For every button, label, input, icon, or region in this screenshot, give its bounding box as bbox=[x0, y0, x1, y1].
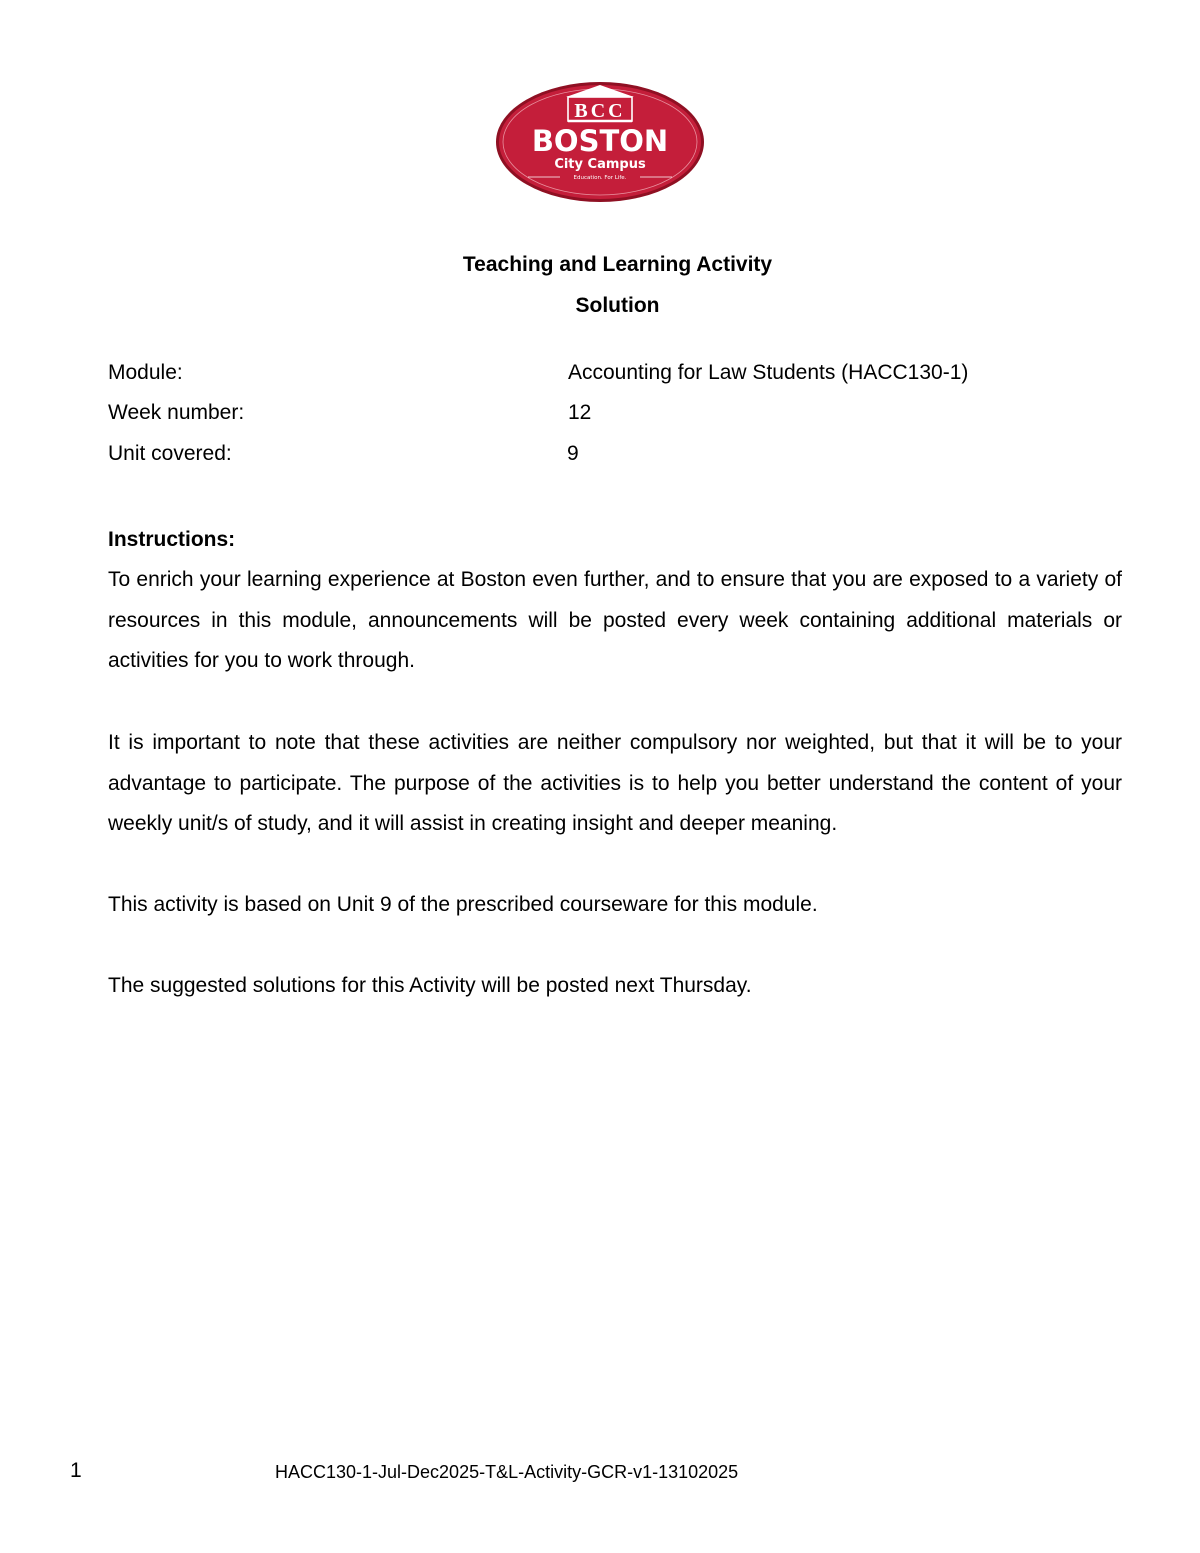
week-label: Week number: bbox=[108, 401, 245, 424]
logo-name: BOSTON bbox=[531, 124, 669, 158]
document-subtitle: Solution bbox=[575, 294, 660, 317]
unit-row bbox=[108, 440, 1122, 468]
instructions-paragraph: It is important to note that these activities are neither compulsory nor weighted, but that it will be to your advantage to participate. The purpose of the activities is to help you better understand the content of your weekly unit/s of study, and it will assist in creating insight and deeper meaning. bbox=[108, 731, 1122, 836]
logo-subtitle: City Campus bbox=[554, 157, 646, 172]
document-title: Teaching and Learning Activity bbox=[462, 253, 773, 276]
footer-document-code: HACC130-1-Jul-Dec2025-T&L-Activity-GCR-v1-13102025 bbox=[275, 1462, 739, 1482]
logo-tagline: Education. For Life. bbox=[573, 175, 627, 181]
module-row bbox=[108, 359, 1122, 387]
unit-label: Unit covered: bbox=[108, 442, 232, 465]
instructions-paragraph: The suggested solutions for this Activity will be posted next Thursday. bbox=[108, 974, 752, 997]
unit-value: 9 bbox=[567, 442, 579, 465]
instructions-paragraph: This activity is based on Unit 9 of the prescribed courseware for this module. bbox=[108, 893, 818, 916]
instructions-heading: Instructions: bbox=[108, 528, 236, 551]
logo-initials: BCC bbox=[574, 100, 626, 122]
boston-city-campus-logo bbox=[494, 80, 706, 204]
week-row bbox=[108, 399, 1122, 427]
module-value: Accounting for Law Students (HACC130-1) bbox=[568, 361, 969, 384]
module-label: Module: bbox=[108, 361, 183, 384]
week-value: 12 bbox=[568, 401, 592, 424]
page-number: 1 bbox=[70, 1459, 82, 1482]
instructions-paragraph: To enrich your learning experience at Boston even further, and to ensure that you are exposed to a variety of resources in this module, announcements will be posted every week containing additional materials or activities for you to work through. bbox=[108, 568, 1122, 673]
